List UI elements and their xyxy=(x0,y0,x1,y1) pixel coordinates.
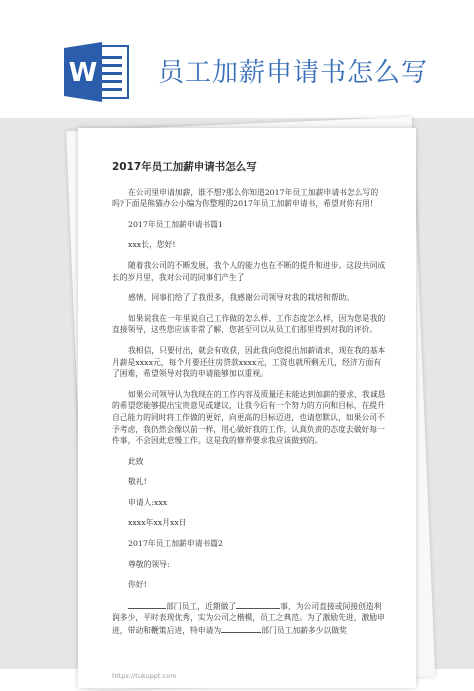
blank-line xyxy=(128,600,166,609)
section2-heading: 2017年员工加薪申请书篇2 xyxy=(128,539,223,549)
document-body xyxy=(112,162,388,646)
paragraph-6-part-a: 部门员工 xyxy=(166,601,198,611)
greeting: xxx长，您好! xyxy=(128,240,176,250)
word-icon xyxy=(62,40,132,104)
paragraph-6-part-c: 事，为公司直接或间接创造利润多少，平时表现优秀，实为公司之楷模，员工之典范。为了激励先进，激励申进，带动和鞭策后进，特申请为 xyxy=(112,601,385,636)
greeting-2: 你好! xyxy=(128,580,147,590)
date: xxxx年xx月xx日 xyxy=(128,518,187,528)
closing-1: 此致 xyxy=(128,456,144,466)
salutation-2: 尊敬的领导: xyxy=(128,559,170,569)
paragraph-6-part-b: ，近期做了 xyxy=(197,601,237,611)
paragraph-3: 如果说我在一年里说自己工作做的怎么样、工作态度怎么样，因为您是我的直接领导，这些您应该非常了解，您甚至可以从员工们那里得到对我的评价。 xyxy=(112,313,386,335)
paragraph-1: 随着我公司的不断发展，我个人的能力也在不断的提升和进步。这段共同成长的岁月里，我对公司的同事们产生了 xyxy=(112,260,386,282)
paragraph-4: 我相信，只要付出，就会有收获，因此我向您提出加薪请求，现在我的基本月薪是xxxx元，每个月要还住房贷款xxxx元，工资也就所剩无几，经济方面有了困难，希望领导对我的申请能够加以重视。 xyxy=(112,345,386,379)
watermark-url: https://tukuppt.com xyxy=(112,672,177,680)
signer: 申请人:xxx xyxy=(128,497,168,507)
blank-line xyxy=(236,600,280,609)
preview-area xyxy=(0,118,474,680)
paragraph-5: 如果公司领导认为我现在的工作内容及质量还未能达到加薪的要求，我诚恳的希望您能够提出宝贵意见或建议，让我今后有一个努力的方向和目标，在提升自己能力的同时将工作做的更好，向更高的目标迈进，也请您默认，如果公司不予考虑，我仍然会像以前一样，用心做好我的工作，认真负责的态度去做好每一件事，不会因此怠慢工作。这是我的修养要求我应该做到的。 xyxy=(112,389,386,446)
word-icon-letter: W xyxy=(68,58,98,88)
section1-heading: 2017年员工加薪申请书篇1 xyxy=(128,219,223,229)
header xyxy=(0,0,474,118)
paragraph-6-part-d: 部门员工加薪多少以做奖 xyxy=(261,626,347,636)
paragraph-2: 感情，同事们给了了我很多，我感谢公司领导对我的栽培和帮助。 xyxy=(128,293,355,303)
blank-line xyxy=(221,624,261,633)
intro-paragraph: 在公司里申请加薪，谁不想?那么你知道2017年员工加薪申请书怎么写的吗?下面是熊猫办公小编为你整理的2017年员工加薪申请书，希望对你有用! xyxy=(112,187,379,209)
closing-2: 敬礼! xyxy=(128,477,147,487)
page-title: 员工加薪申请书怎么写 xyxy=(158,58,429,88)
document-title: 2017年员工加薪申请书怎么写 xyxy=(112,161,257,173)
paragraph-6 xyxy=(112,600,388,637)
document-page xyxy=(78,128,416,688)
